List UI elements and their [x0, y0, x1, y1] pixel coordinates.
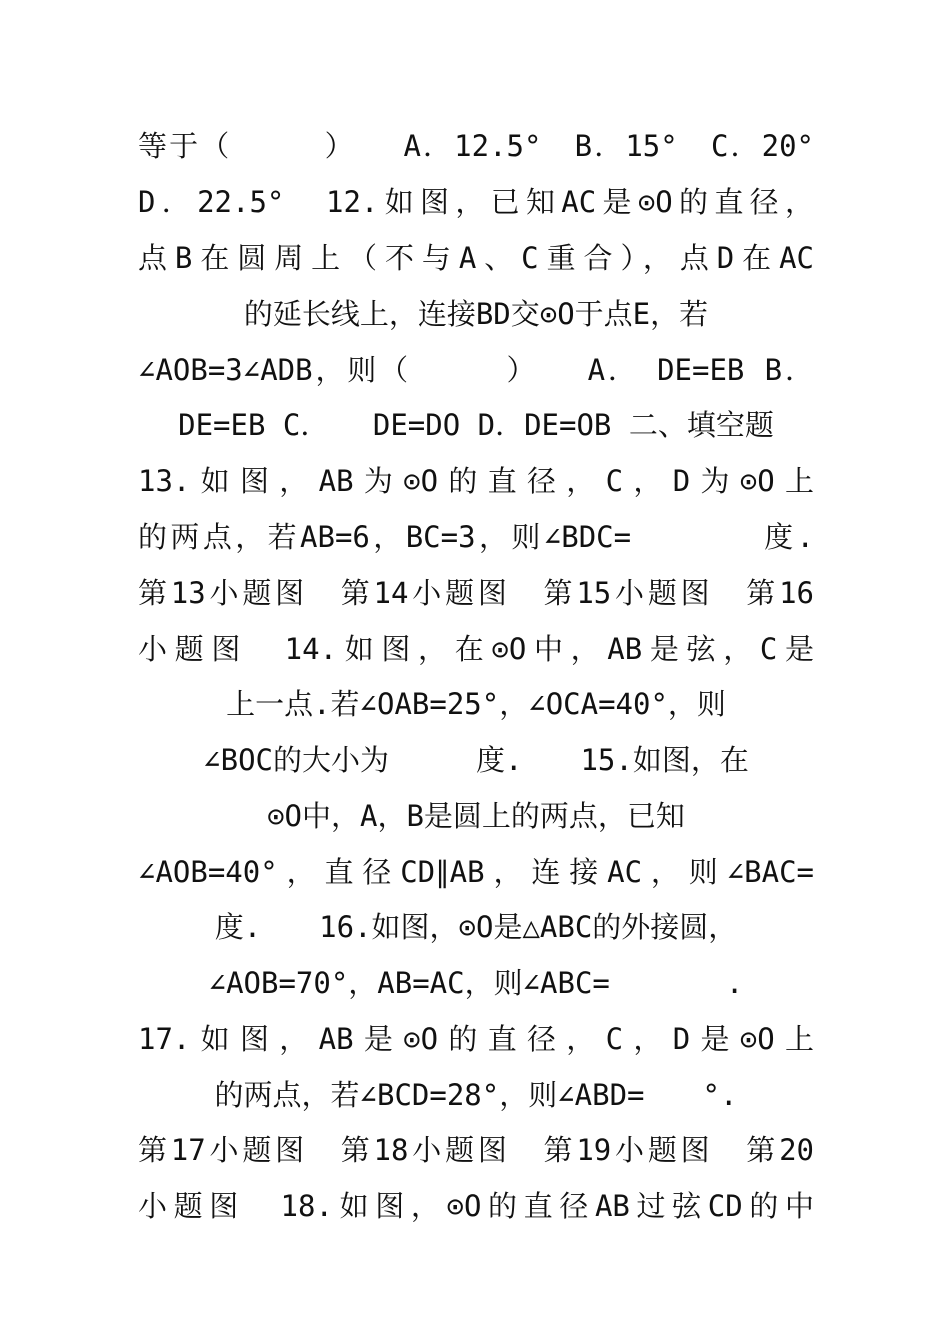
text-line-6: DE=EB C． DE=DO D．DE=OB 二、填空题 [178, 408, 774, 442]
text-line-13: ⊙O中，A，B是圆上的两点，已知 [267, 799, 685, 833]
text-line-4: 的延长线上，连接BD交⊙O于点E，若 [243, 297, 709, 331]
text-line-18: 的两点，若∠BCD=28°，则∠ABD= °. [214, 1078, 738, 1112]
text-line-15: 度. 16.如图，⊙O是△ABC的外接圆， [214, 910, 738, 944]
text-line-11: 上一点.若∠OAB=25°，∠OCA=40°，则 [226, 687, 726, 721]
text-line-3: 点B在圆周上（不与A、C重合），点D在AC [138, 241, 814, 275]
text-line-7: 13.如图，AB为⊙O的直径，C，D为⊙O上 [138, 464, 814, 498]
text-line-9: 第13小题图 第14小题图 第15小题图 第16 [138, 576, 814, 610]
text-line-8: 的两点，若AB=6，BC=3，则∠BDC= 度. [138, 520, 814, 554]
text-line-16: ∠AOB=70°，AB=AC，则∠ABC= . [208, 966, 744, 1000]
text-line-1: 等于（ ） A．12.5° B．15° C．20° [138, 129, 814, 163]
text-line-2: D．22.5° 12.如图，已知AC是⊙O的直径， [138, 185, 814, 219]
text-line-17: 17.如图，AB是⊙O的直径，C，D是⊙O上 [138, 1022, 814, 1056]
text-line-5: ∠AOB=3∠ADB，则（ ） A． DE=EB B． [138, 353, 814, 387]
text-line-19: 第17小题图 第18小题图 第19小题图 第20 [138, 1133, 814, 1167]
text-line-14: ∠AOB=40°，直径CD∥AB，连接AC，则∠BAC= [138, 855, 814, 889]
text-line-12: ∠BOC的大小为 度. 15.如图，在 [203, 743, 749, 777]
text-line-20: 小题图 18.如图，⊙O的直径AB过弦CD的中 [138, 1189, 814, 1223]
text-line-10: 小题图 14.如图，在⊙O中，AB是弦，C是 [138, 632, 814, 666]
